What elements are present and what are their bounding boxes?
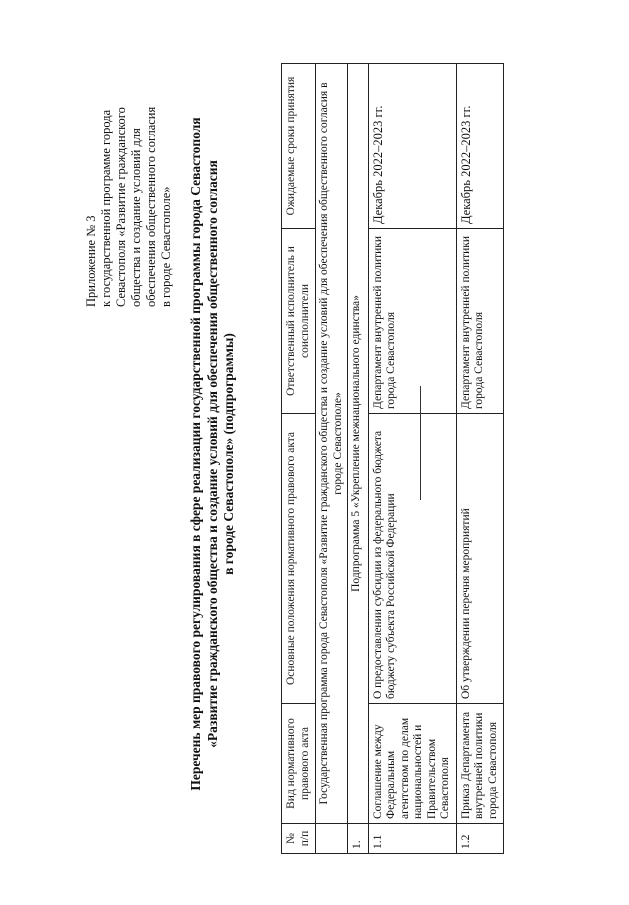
row-num: 1.2 (456, 824, 504, 854)
row-type: Приказ Департамента внутренней политики города Севастополя (456, 704, 504, 824)
document-title (188, 54, 238, 854)
row-timing: Декабрь 2022–2023 гг. (456, 64, 504, 229)
appendix-note (84, 57, 174, 307)
table-header-row (282, 64, 316, 854)
row-num: 1.1 (368, 824, 456, 854)
header-provisions: Основные положения нормативного правового акта (282, 414, 316, 704)
program-row-text: Государственная программа города Севастополя «Развитие гражданского общества и создание условий для обеспечения общественного согласия в городе Севастополе» (316, 64, 348, 824)
subprogram-label: Подпрограмма 5 «Укрепление межнационального единства» (348, 64, 369, 824)
row-executor: Департамент внутренней политики города Севастополя (456, 229, 504, 414)
rotated-page (48, 42, 608, 862)
header-timing: Ожидаемые сроки принятия (282, 64, 316, 229)
row-type: Соглашение между Федеральным агентством по делам национальностей и Правительством Севастополя (368, 704, 456, 824)
row-provisions: Об утверждении перечня мероприятий (456, 414, 504, 704)
regulation-table (281, 63, 504, 854)
appendix-line: Севастополя «Развитие гражданского (114, 107, 128, 307)
table-row (368, 64, 456, 854)
appendix-line: общества и создание условий для (129, 128, 143, 307)
subprogram-row (348, 64, 369, 854)
title-line: «Развитие гражданского общества и создание условий для обеспечения общественного согласия (204, 160, 220, 748)
program-row-num (316, 824, 348, 854)
subprogram-num: 1. (348, 824, 369, 854)
appendix-line: в городе Севастополе» (159, 186, 173, 307)
header-type: Вид нормативного правового акта (282, 704, 316, 824)
header-num: № п/п (282, 824, 316, 854)
divider-line (420, 386, 421, 500)
row-timing: Декабрь 2022–2023 гг. (368, 64, 456, 229)
appendix-line: обеспечения общественного согласия (144, 106, 158, 307)
program-row (316, 64, 348, 854)
appendix-line: к государственной программе города (99, 109, 113, 307)
row-executor: Департамент внутренней политики города Севастополя (368, 229, 456, 414)
header-executor: Ответственный исполнитель и соисполнители (282, 229, 316, 414)
appendix-line: Приложение № 3 (84, 215, 98, 307)
title-line: в городе Севастополе» (подпрограммы) (221, 333, 236, 575)
title-line: Перечень мер правового регулирования в сфере реализации государственной программы города Севастополя (188, 117, 203, 791)
table-row (456, 64, 504, 854)
row-provisions: О предоставлении субсидии из федерального бюджета бюджету субъекта Российской Федерации (368, 414, 456, 704)
